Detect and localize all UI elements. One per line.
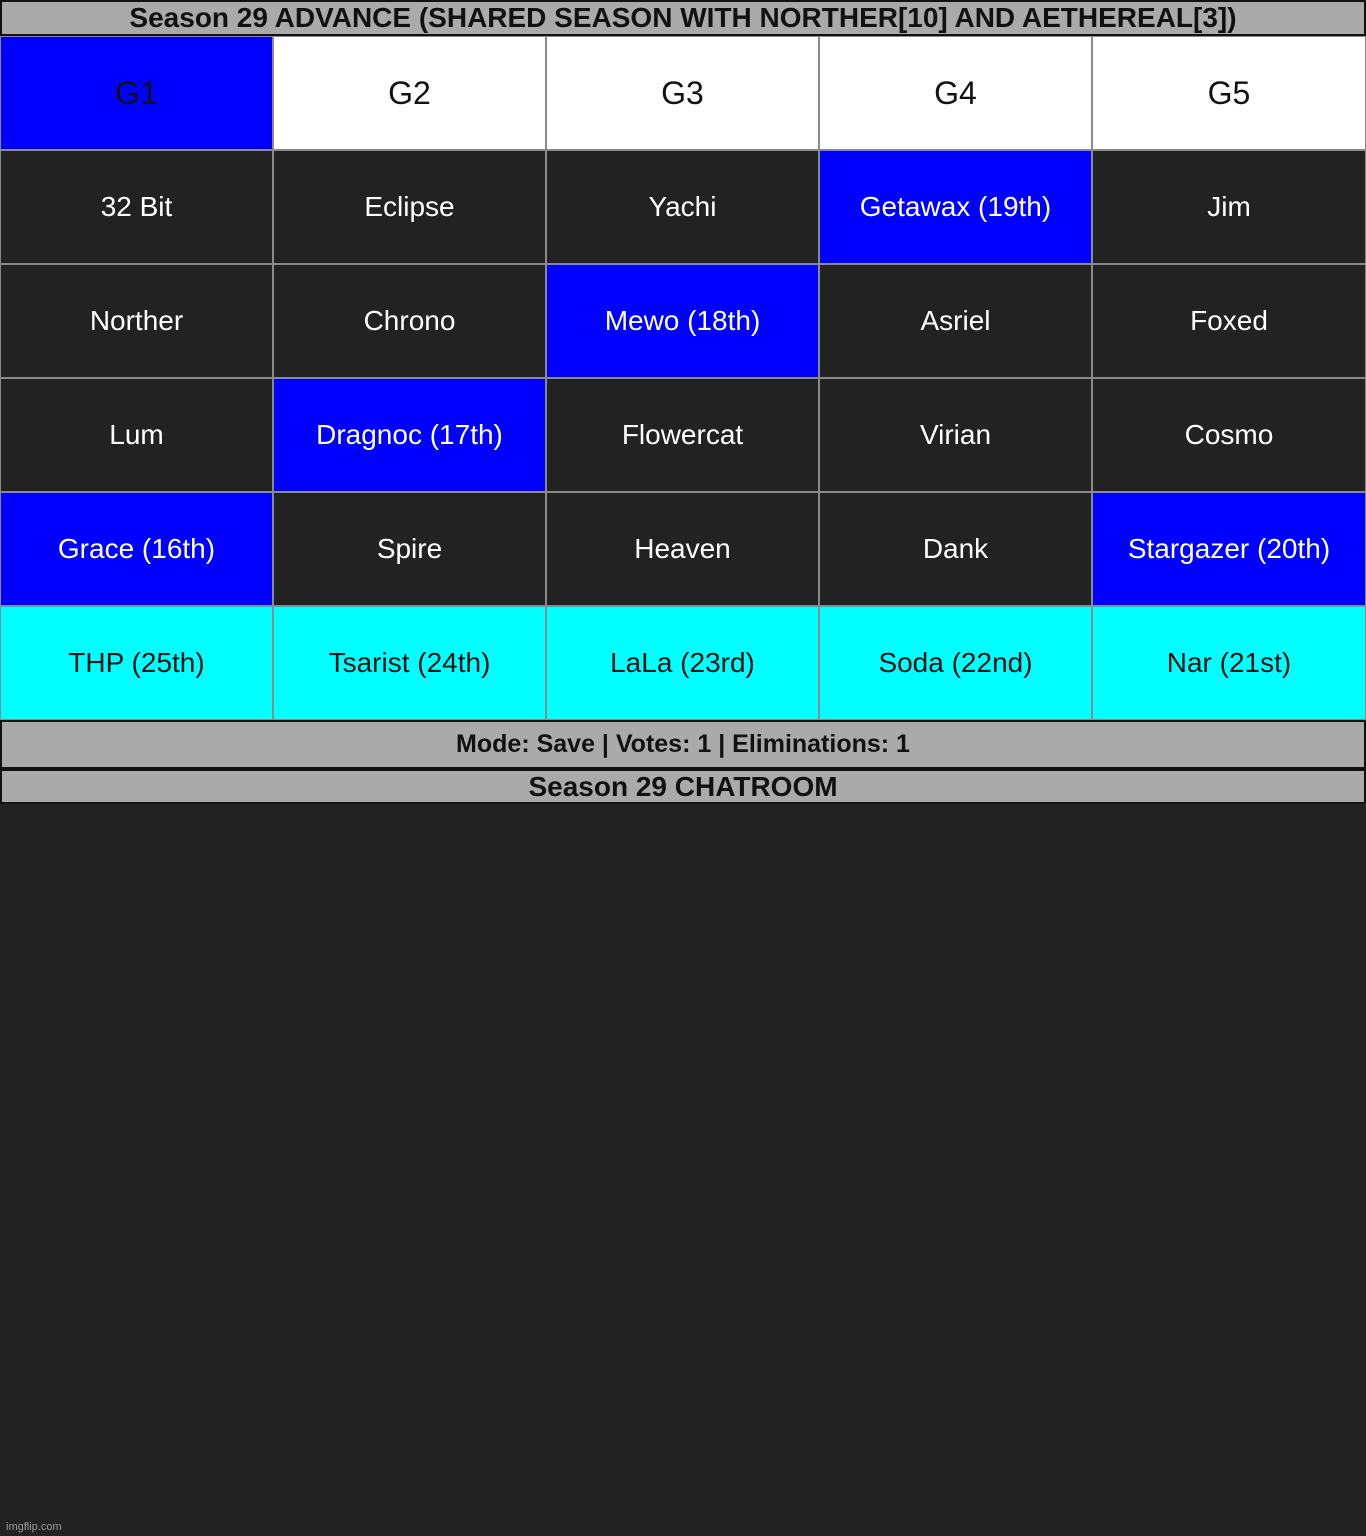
contestant-cell: Heaven xyxy=(546,492,819,606)
contestant-cell: 32 Bit xyxy=(0,150,273,264)
placed-contestant-cell: Stargazer (20th) xyxy=(1092,492,1366,606)
contestant-cell: Flowercat xyxy=(546,378,819,492)
chatroom-title: Season 29 CHATROOM xyxy=(0,769,1366,804)
contestant-cell: Eclipse xyxy=(273,150,546,264)
column-header-g4: G4 xyxy=(819,36,1092,150)
season-title: Season 29 ADVANCE (SHARED SEASON WITH NORTHER[10] AND AETHEREAL[3]) xyxy=(0,0,1366,36)
contestant-cell: Chrono xyxy=(273,264,546,378)
contestant-cell: Cosmo xyxy=(1092,378,1366,492)
column-header-g2: G2 xyxy=(273,36,546,150)
contestant-cell: Virian xyxy=(819,378,1092,492)
contestant-cell: Jim xyxy=(1092,150,1366,264)
contestant-cell: Dank xyxy=(819,492,1092,606)
contestant-cell: Foxed xyxy=(1092,264,1366,378)
placed-contestant-cell: Getawax (19th) xyxy=(819,150,1092,264)
placed-contestant-cell: Dragnoc (17th) xyxy=(273,378,546,492)
eliminated-contestant-cell: LaLa (23rd) xyxy=(546,606,819,720)
eliminated-contestant-cell: THP (25th) xyxy=(0,606,273,720)
placed-contestant-cell: Grace (16th) xyxy=(0,492,273,606)
eliminated-contestant-cell: Soda (22nd) xyxy=(819,606,1092,720)
column-header-g3: G3 xyxy=(546,36,819,150)
eliminated-contestant-cell: Nar (21st) xyxy=(1092,606,1366,720)
contestant-cell: Asriel xyxy=(819,264,1092,378)
eliminated-contestant-cell: Tsarist (24th) xyxy=(273,606,546,720)
mode-status-bar: Mode: Save | Votes: 1 | Eliminations: 1 xyxy=(0,720,1366,769)
contestant-cell: Yachi xyxy=(546,150,819,264)
group-grid xyxy=(0,36,1366,720)
contestant-cell: Lum xyxy=(0,378,273,492)
column-header-g5: G5 xyxy=(1092,36,1366,150)
column-header-g1: G1 xyxy=(0,36,273,150)
contestant-cell: Spire xyxy=(273,492,546,606)
contestant-cell: Norther xyxy=(0,264,273,378)
watermark: imgflip.com xyxy=(6,1521,62,1533)
placed-contestant-cell: Mewo (18th) xyxy=(546,264,819,378)
